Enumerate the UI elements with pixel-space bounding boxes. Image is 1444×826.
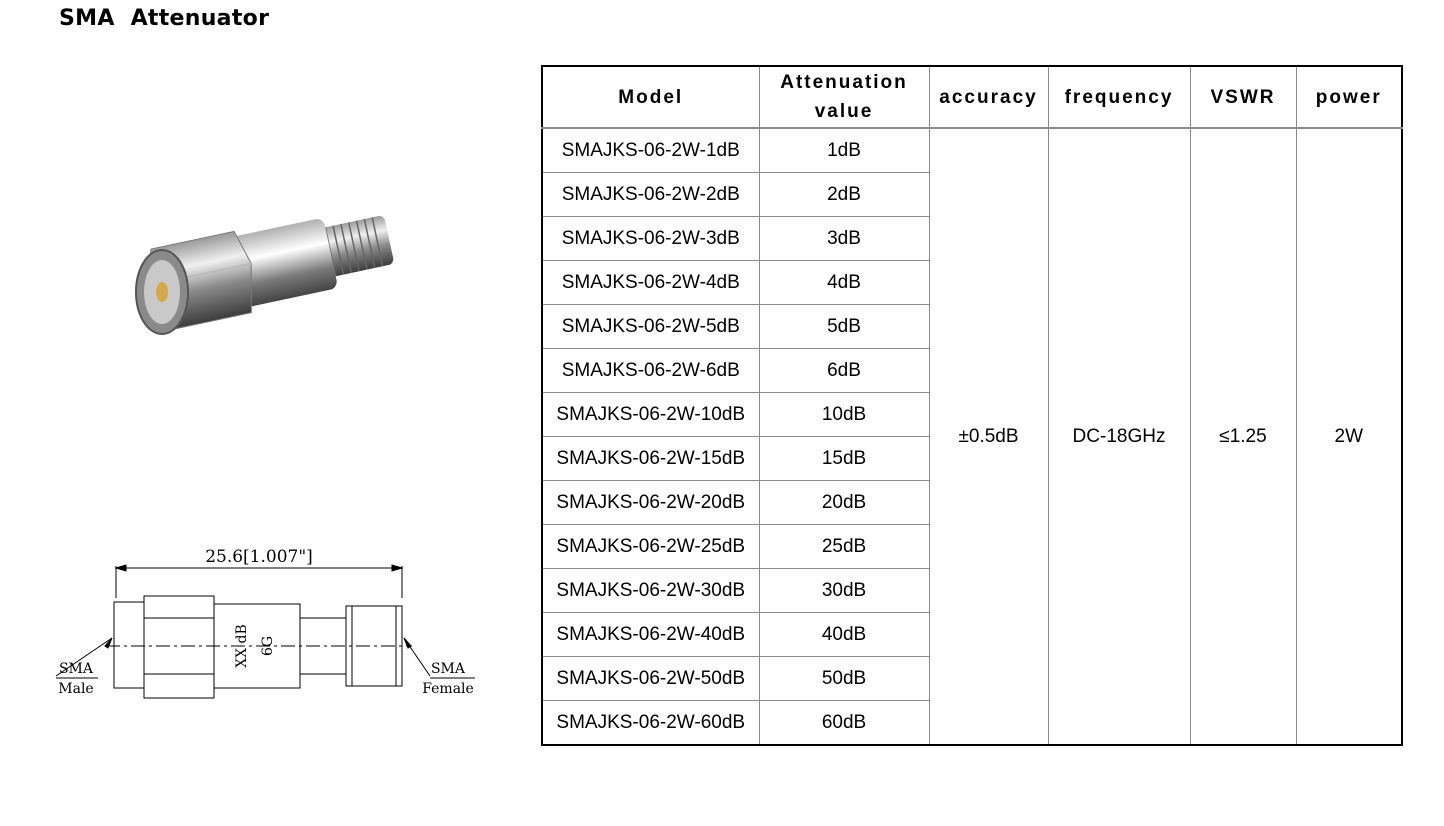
- page-title: SMA Attenuator: [59, 6, 270, 31]
- power-cell: 2W: [1296, 128, 1402, 745]
- header-model: Model: [542, 66, 759, 128]
- model-cell: SMAJKS-06-2W-15dB: [542, 437, 759, 481]
- attenuator-photo: [120, 200, 420, 360]
- header-attenuation-line1: Attenuation: [780, 72, 908, 93]
- body-mark-attenuation: XX dB: [234, 624, 250, 668]
- frequency-cell: DC-18GHz: [1048, 128, 1190, 745]
- dimension-label: 25.6[1.007"]: [205, 547, 313, 567]
- model-cell: SMAJKS-06-2W-20dB: [542, 481, 759, 525]
- attenuation-cell: 50dB: [759, 657, 929, 701]
- attenuation-cell: 3dB: [759, 217, 929, 261]
- header-frequency: frequency: [1048, 66, 1190, 128]
- attenuation-cell: 60dB: [759, 701, 929, 746]
- model-cell: SMAJKS-06-2W-30dB: [542, 569, 759, 613]
- attenuation-cell: 2dB: [759, 173, 929, 217]
- body-mark-frequency: 6G: [260, 635, 276, 657]
- model-cell: SMAJKS-06-2W-50dB: [542, 657, 759, 701]
- attenuation-cell: 20dB: [759, 481, 929, 525]
- model-cell: SMAJKS-06-2W-4dB: [542, 261, 759, 305]
- model-cell: SMAJKS-06-2W-5dB: [542, 305, 759, 349]
- vswr-cell: ≤1.25: [1190, 128, 1296, 745]
- accuracy-cell: ±0.5dB: [929, 128, 1048, 745]
- table-header-row: [542, 66, 1402, 128]
- model-cell: SMAJKS-06-2W-40dB: [542, 613, 759, 657]
- model-cell: SMAJKS-06-2W-3dB: [542, 217, 759, 261]
- attenuation-cell: 30dB: [759, 569, 929, 613]
- header-accuracy: accuracy: [929, 66, 1048, 128]
- male-gender-label: Male: [58, 681, 94, 697]
- attenuation-cell: 1dB: [759, 128, 929, 173]
- header-vswr: VSWR: [1190, 66, 1296, 128]
- attenuation-cell: 5dB: [759, 305, 929, 349]
- dimension-drawing: [50, 538, 490, 713]
- attenuation-cell: 6dB: [759, 349, 929, 393]
- table-row: [542, 128, 1402, 173]
- attenuation-cell: 40dB: [759, 613, 929, 657]
- female-gender-label: Female: [422, 681, 474, 697]
- model-cell: SMAJKS-06-2W-25dB: [542, 525, 759, 569]
- model-cell: SMAJKS-06-2W-2dB: [542, 173, 759, 217]
- model-cell: SMAJKS-06-2W-60dB: [542, 701, 759, 746]
- female-connector-label: SMA: [430, 661, 466, 677]
- attenuation-cell: 15dB: [759, 437, 929, 481]
- attenuation-cell: 25dB: [759, 525, 929, 569]
- attenuation-cell: 10dB: [759, 393, 929, 437]
- header-power: power: [1296, 66, 1402, 128]
- model-cell: SMAJKS-06-2W-10dB: [542, 393, 759, 437]
- header-attenuation: [759, 66, 929, 128]
- attenuation-cell: 4dB: [759, 261, 929, 305]
- male-connector-label: SMA: [58, 661, 94, 677]
- header-attenuation-line2: value: [814, 101, 874, 122]
- model-cell: SMAJKS-06-2W-1dB: [542, 128, 759, 173]
- model-cell: SMAJKS-06-2W-6dB: [542, 349, 759, 393]
- spec-table: [541, 65, 1403, 746]
